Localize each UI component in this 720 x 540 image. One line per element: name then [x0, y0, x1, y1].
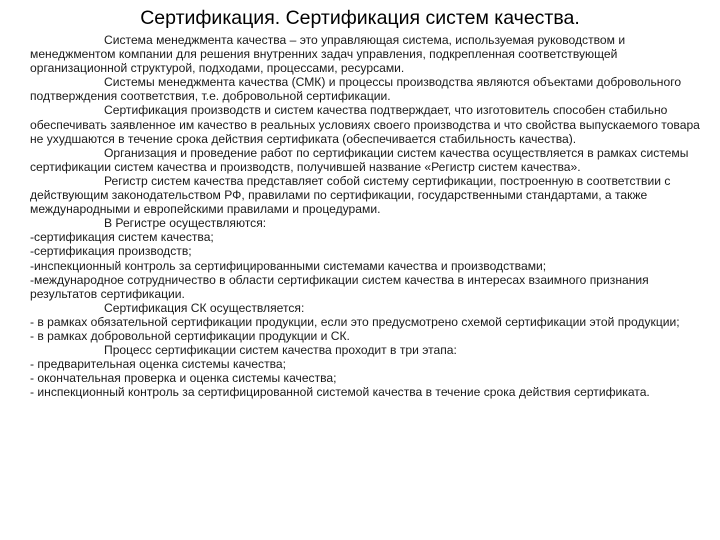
paragraph-organization: Организация и проведение работ по сертификации систем качества осуществляется в рамках системы сертификации систем качества и производств, получившей название «Регистр систем качества».: [30, 145, 689, 174]
paragraph-register-activities-heading: В Регистре осуществляются:: [104, 216, 267, 231]
list-item: - предварительная оценка системы качества;: [30, 357, 286, 372]
list-item: -сертификация систем качества;: [30, 230, 214, 245]
list-item: -инспекционный контроль за сертифицированными системами качества и производствами;: [30, 258, 547, 273]
paragraph-register-definition: Регистр систем качества представляет собой систему сертификации, построенную в соответствии с действующим законодательством РФ, правилами по сертификации, государственными стандартами, а также международными и европейскими правилами и процедурами.: [30, 173, 671, 217]
list-item: - окончательная проверка и оценка системы качества;: [30, 371, 337, 386]
paragraph-stages-heading: Процесс сертификации систем качества проходит в три этапа:: [104, 343, 457, 358]
list-item: -сертификация производств;: [30, 244, 192, 259]
list-item: - в рамках обязательной сертификации продукции, если это предусмотрено схемой сертификации этой продукции;: [30, 314, 680, 329]
paragraph-qs-certification-heading: Сертификация СК осуществляется:: [104, 300, 305, 315]
list-item: -международное сотрудничество в области сертификации систем качества в интересах взаимного признания результатов сертификации.: [30, 272, 649, 301]
paragraph-qms-definition: Система менеджмента качества – это управляющая система, используемая руководством и менеджментом компании для решения внутренних задач управления, подкрепленная соответствующей организационной структурой, подходами, процессами, ресурсами.: [30, 33, 626, 76]
list-item: - инспекционный контроль за сертифицированной системой качества в течение срока действия сертификата.: [30, 385, 650, 400]
slide-body: [30, 33, 712, 399]
paragraph-qms-objects: Системы менеджмента качества (СМК) и процессы производства являются объектами добровольного подтверждения соответствия, т.е. добровольной сертификации.: [30, 75, 682, 104]
slide-title: Сертификация. Сертификация систем качества.: [140, 7, 580, 29]
paragraph-certification-purpose: Сертификация производств и систем качества подтверждает, что изготовитель способен стабильно обеспечивать заявленное им качество в реальных условиях своего производства и что свойства выпускаемого товара не ухудшаются в течение срока действия сертификата (обеспечивается стабильность качества).: [30, 103, 700, 146]
list-item: - в рамках добровольной сертификации продукции и СК.: [30, 328, 350, 343]
